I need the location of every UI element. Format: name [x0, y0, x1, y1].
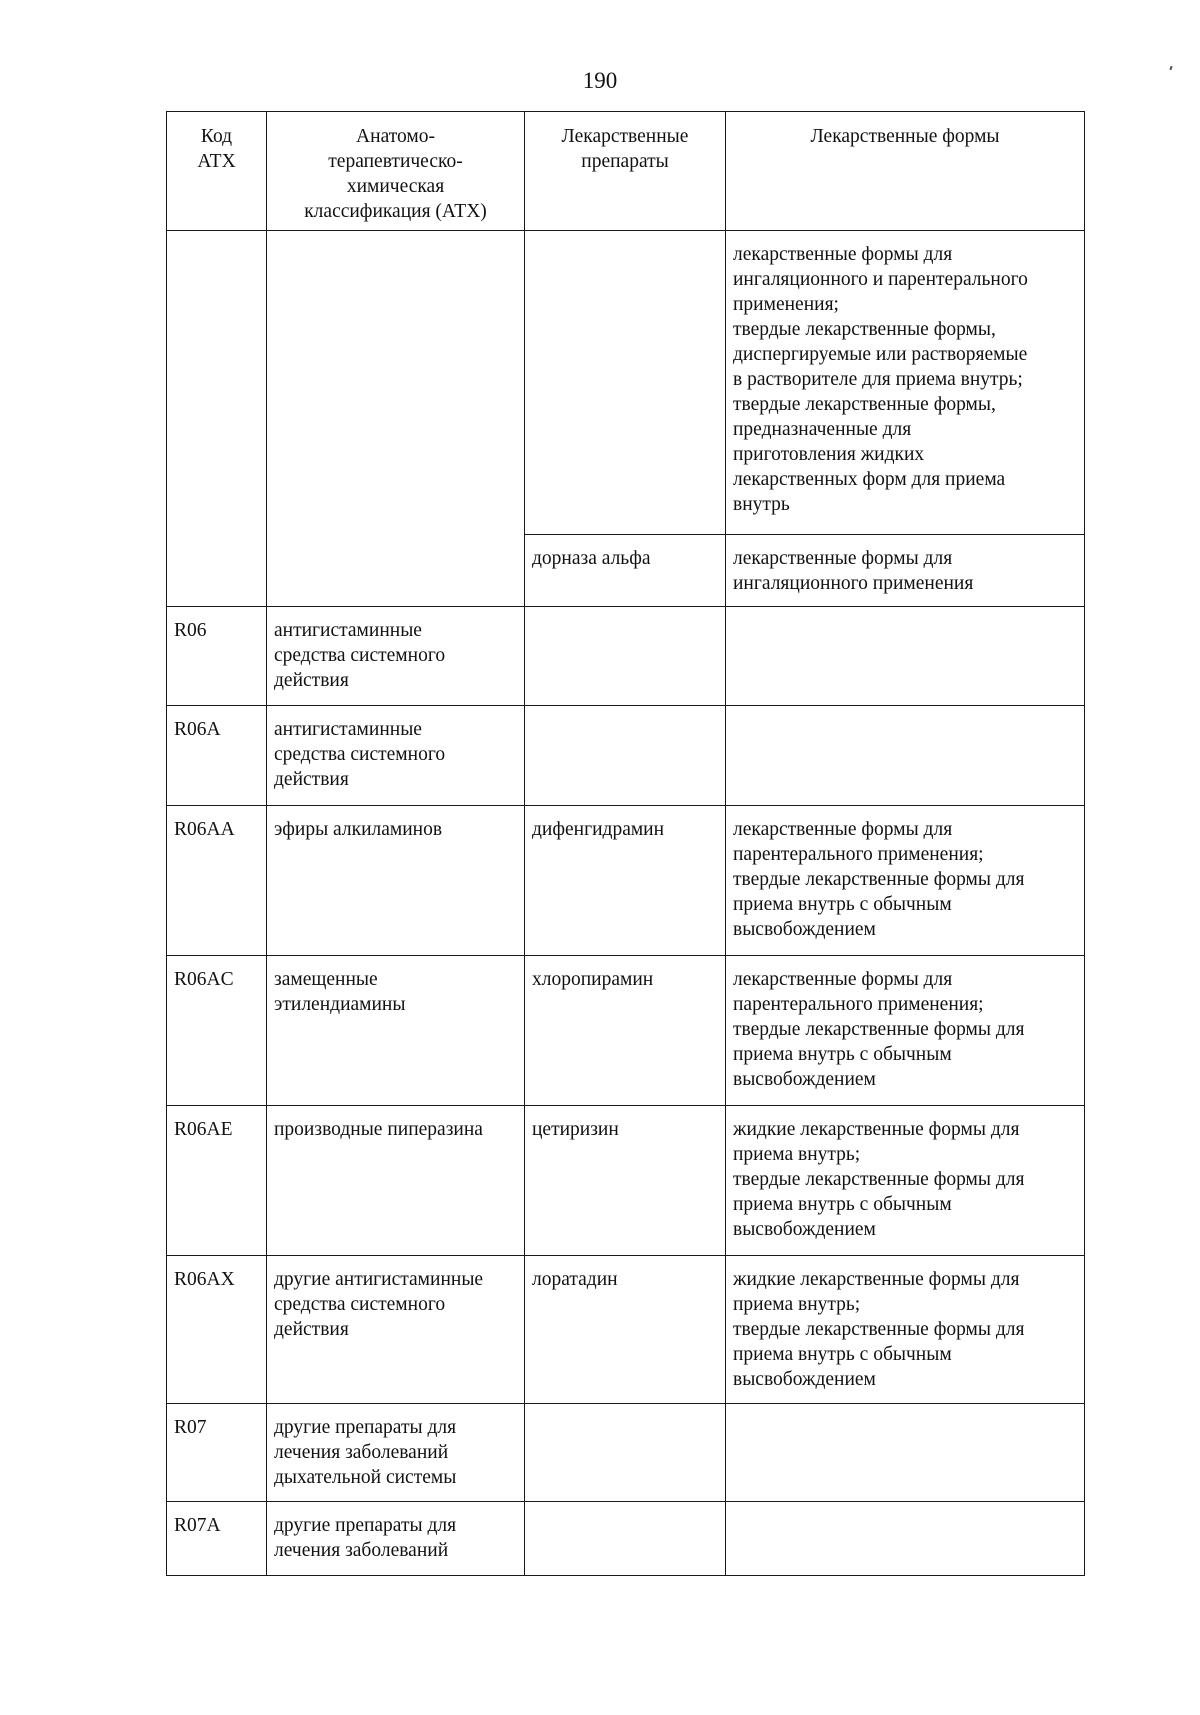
cell-drug: лоратадин [525, 1256, 726, 1404]
cell-class: антигистаминные средства системного действия [267, 607, 525, 706]
header-forms: Лекарственные формы [726, 112, 1085, 231]
cell-code: R06AA [167, 806, 267, 956]
table-row [167, 1256, 1085, 1404]
cell-form [726, 1502, 1085, 1576]
header-code: Код АТХ [167, 112, 267, 231]
page-number: 190 [582, 68, 618, 93]
table-row [167, 956, 1085, 1106]
cell-code-empty [167, 231, 267, 607]
cell-drug: хлоропирамин [525, 956, 726, 1106]
cell-class: антигистаминные средства системного действия [267, 706, 525, 806]
table-row [167, 1106, 1085, 1256]
cell-form: лекарственные формы для ингаляционного применения [726, 535, 1085, 607]
cell-drug: дорназа альфа [525, 535, 726, 607]
table-header-row [167, 112, 1085, 231]
cell-form: жидкие лекарственные формы для приема внутрь; твердые лекарственные формы для приема внутрь с обычным высвобождением [726, 1256, 1085, 1404]
table-row [167, 706, 1085, 806]
cell-code: R06A [167, 706, 267, 806]
table-row [167, 607, 1085, 706]
cell-class: эфиры алкиламинов [267, 806, 525, 956]
cell-code: R07 [167, 1404, 267, 1502]
cell-class: другие антигистаминные средства системного действия [267, 1256, 525, 1404]
cell-class-empty [267, 231, 525, 607]
cell-form: лекарственные формы для парентерального применения; твердые лекарственные формы для приема внутрь с обычным высвобождением [726, 806, 1085, 956]
cell-code: R06AX [167, 1256, 267, 1404]
cell-code: R06AC [167, 956, 267, 1106]
atx-table [166, 111, 1085, 1576]
cell-drug-empty [525, 231, 726, 535]
header-classification: Анатомо- терапевтическо- химическая классификация (АТХ) [267, 112, 525, 231]
table-row-continuation [167, 231, 1085, 535]
header-drugs: Лекарственные препараты [525, 112, 726, 231]
cell-form: жидкие лекарственные формы для приема внутрь; твердые лекарственные формы для приема внутрь с обычным высвобождением [726, 1106, 1085, 1256]
cell-class: замещенные этилендиамины [267, 956, 525, 1106]
cell-drug: цетиризин [525, 1106, 726, 1256]
cell-form-continuation: лекарственные формы для ингаляционного и парентерального применения; твердые лекарственные формы, диспергируемые или растворяемые в растворителе для приема внутрь; твердые лекарственные формы, предназначенные для приготовления жидких лекарственных форм для приема внутрь [726, 231, 1085, 535]
cell-drug [525, 706, 726, 806]
table-row [167, 1404, 1085, 1502]
cell-class: другие препараты для лечения заболеваний дыхательной системы [267, 1404, 525, 1502]
cell-form: лекарственные формы для парентерального применения; твердые лекарственные формы для приема внутрь с обычным высвобождением [726, 956, 1085, 1106]
table-row [167, 806, 1085, 956]
cell-form [726, 607, 1085, 706]
cell-class: производные пиперазина [267, 1106, 525, 1256]
table-row [167, 1502, 1085, 1576]
cell-drug [525, 607, 726, 706]
cell-code: R06 [167, 607, 267, 706]
cell-code: R06AE [167, 1106, 267, 1256]
cell-drug [525, 1404, 726, 1502]
cell-form [726, 706, 1085, 806]
cell-code: R07A [167, 1502, 267, 1576]
cell-drug: дифенгидрамин [525, 806, 726, 956]
cell-class: другие препараты для лечения заболеваний [267, 1502, 525, 1576]
cell-form [726, 1404, 1085, 1502]
cell-drug [525, 1502, 726, 1576]
